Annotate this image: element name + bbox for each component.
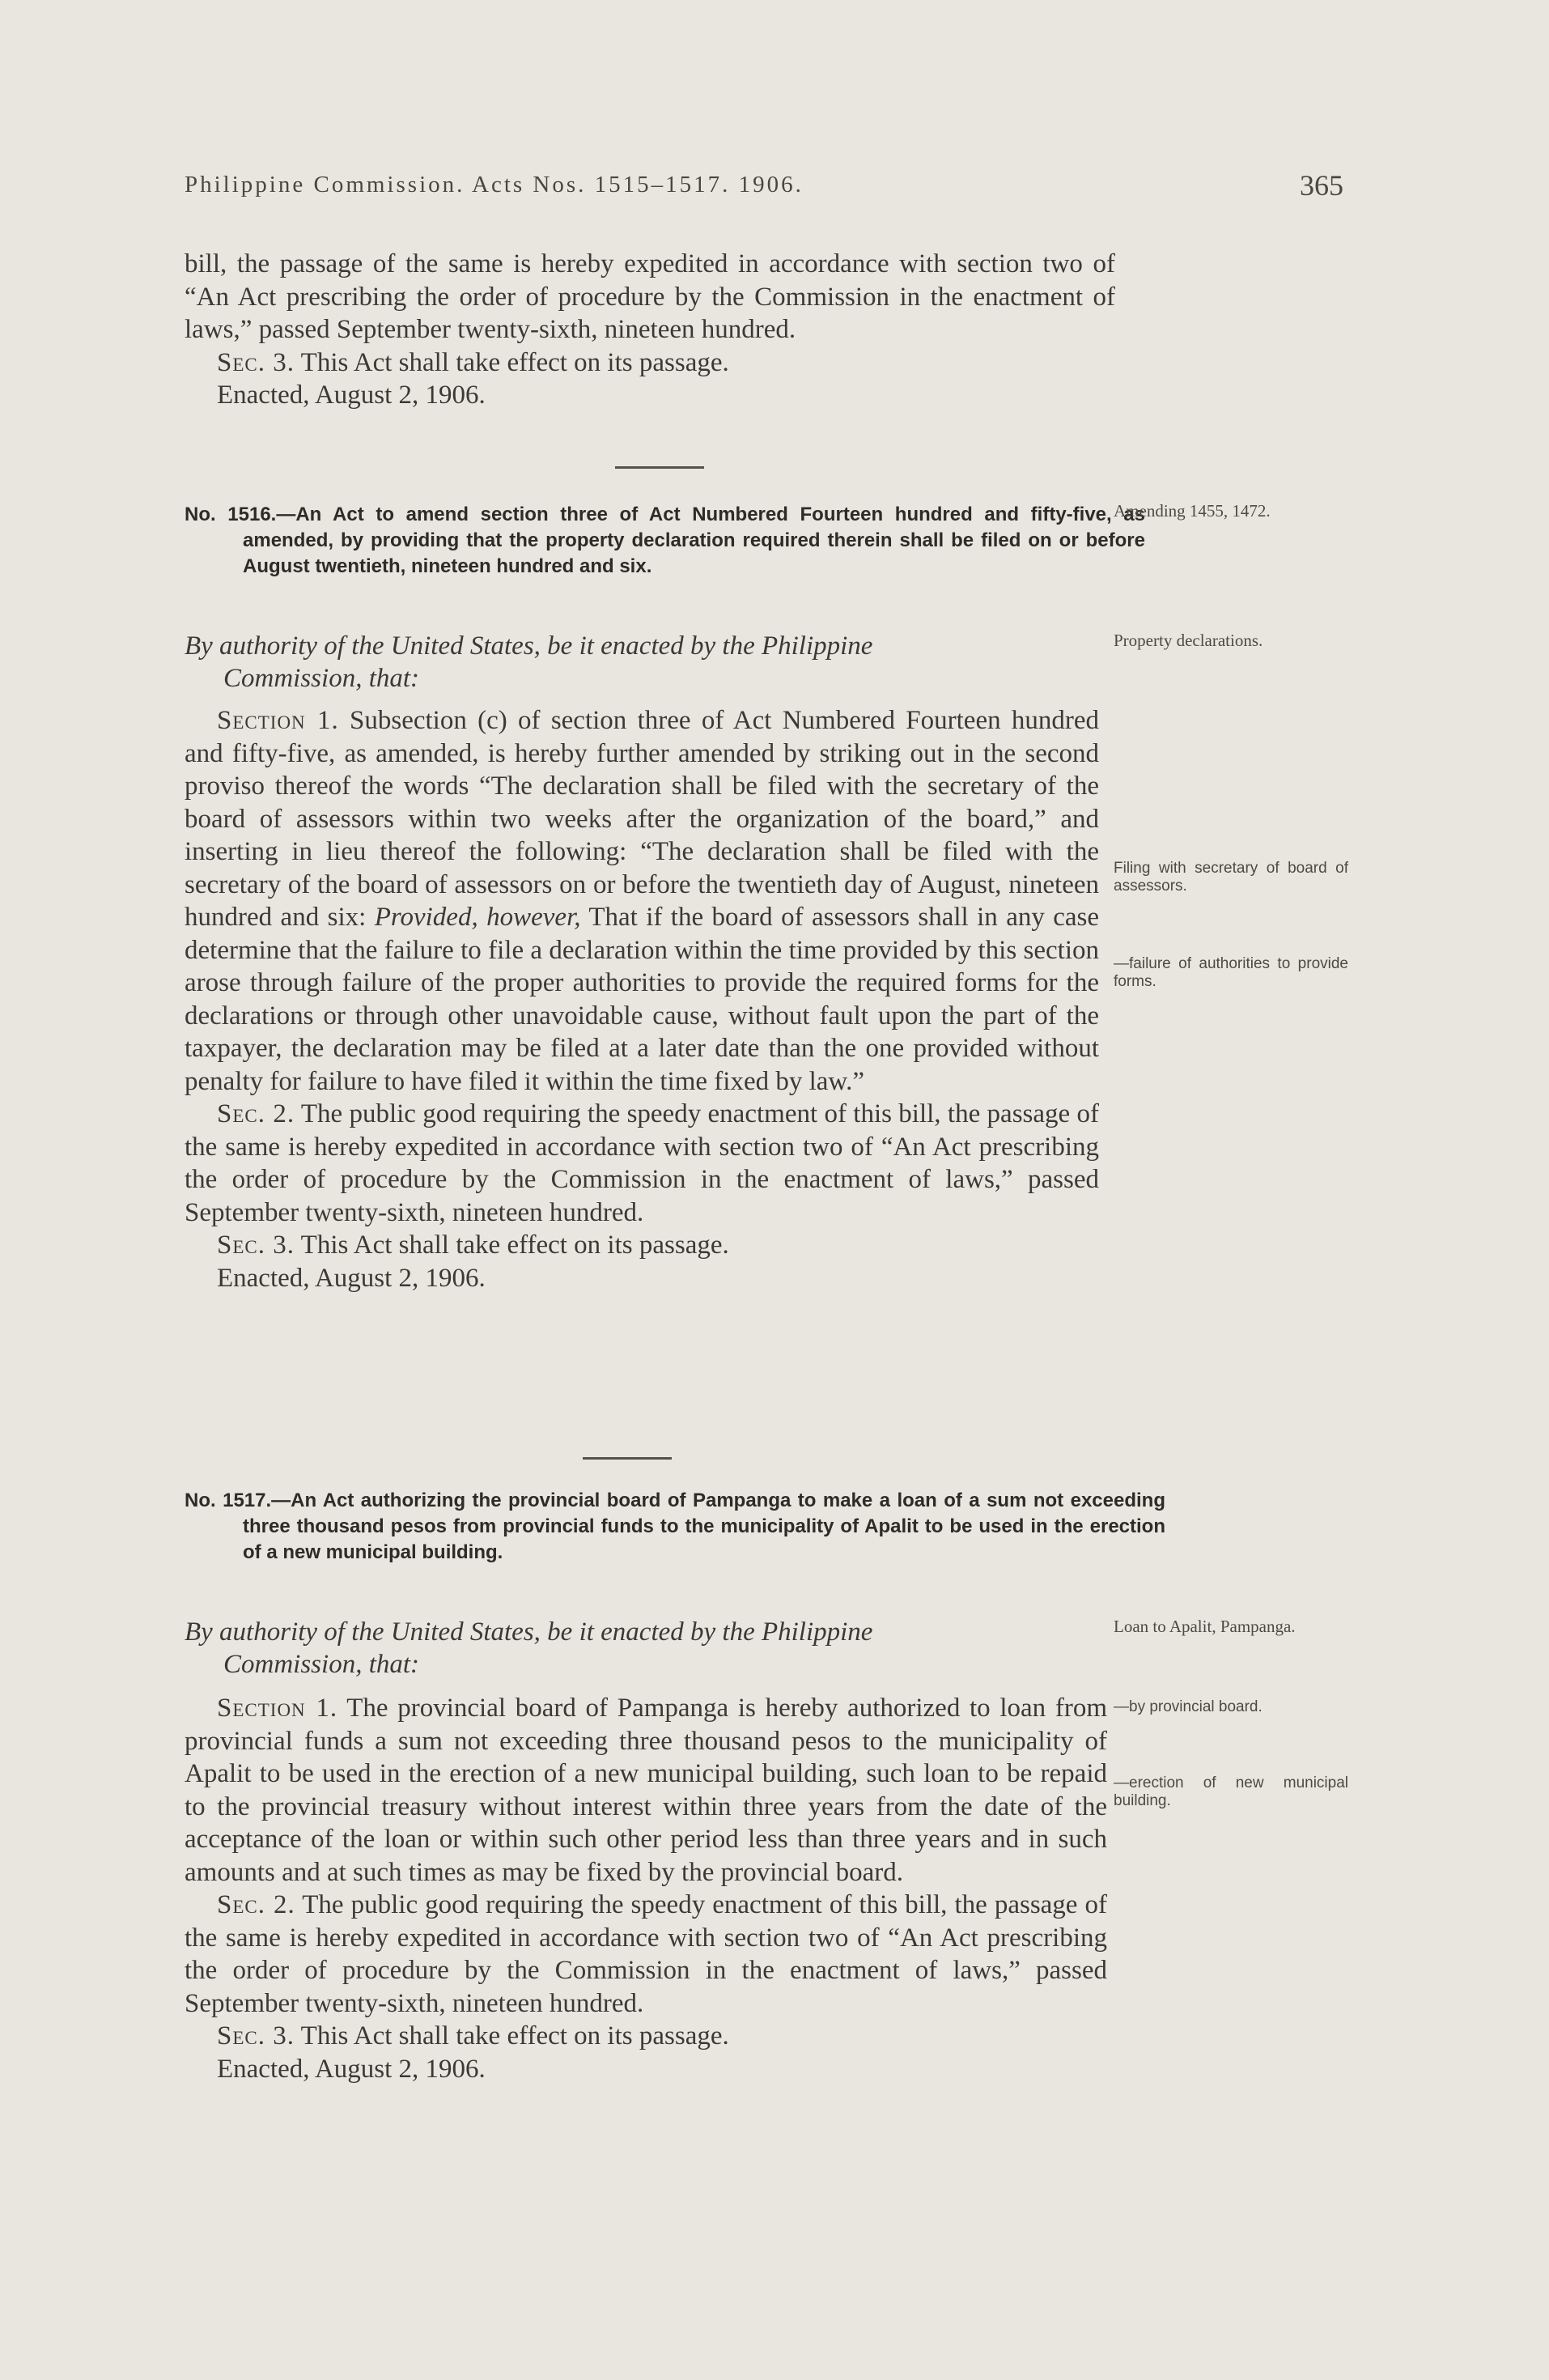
act-1516-section-2: Sec. 2. The public good requiring the speedy enactment of this bill, the passage of the same is hereby expedited in accordance with section two of “An Act prescribing the order of procedure by the Commission in the enactment of laws,” passed September twenty-sixth, nineteen hundred.	[185, 1099, 1099, 1227]
act-1516-section-3: Sec. 3. This Act shall take effect on its passage.	[217, 1230, 729, 1260]
act-1517-title: No. 1517.—An Act authorizing the provincial board of Pampanga to make a loan of a sum not exceeding three thousand pesos from provincial funds to the municipality of Apalit to be used in the erection of a new municipal building.	[185, 1490, 1165, 1563]
page-header	[185, 169, 1343, 204]
act-1516-section-1: Section 1. Subsection (c) of section three of Act Numbered Fourteen hundred and fifty-five, as amended, is hereby further amended by striking out in the second proviso thereof the words “The declaration shall be filed with the secretary of the board of assessors within two weeks after the organization of the board,” and inserting in lieu thereof the following: “The declaration shall be filed with the secretary of the board of assessors on or before the twentieth day of August, nineteen hundred and six: Provided, however, That if the board of assessors shall in any case determine that the failure to file a declaration within the time provided by this section arose through failure of the proper authorities to provide the required forms for the declarations or through other unavoidable cause, without fault upon the part of the taxpayer, the declaration may be filed at a later date than the one provided without penalty for failure to have filed it within the time fixed by law.”	[185, 706, 1100, 1096]
page-number: 365	[1300, 169, 1343, 202]
act-1517-section-3: Sec. 3. This Act shall take effect on its passage.	[217, 2021, 729, 2051]
margin-note-loan: Loan to Apalit, Pampanga.	[1114, 1617, 1296, 1636]
act-1516-enacted: Enacted, August 2, 1906.	[217, 1263, 486, 1293]
act-1517-authority: By authority of the United States, be it enacted by the Philippine Commission, that:	[185, 1617, 873, 1679]
section-divider	[583, 1457, 672, 1460]
act-1517-section-1: Section 1. The provincial board of Pampanga is hereby authorized to loan from provincial funds a sum not exceeding three thousand pesos to the municipality of Apalit to be used in the erection of a new municipal building, such loan to be repaid to the provincial treasury without interest within three years from the date of the acceptance of the loan or within such other period less than three years and in such amounts and at such times as may be fixed by the provincial board.	[185, 1694, 1108, 1887]
margin-note-amending: Amending 1455, 1472.	[1114, 501, 1271, 521]
margin-note-failure: —failure of authorities to provide forms.	[1114, 955, 1348, 990]
margin-note-property: Property declarations.	[1114, 631, 1263, 650]
prev-act-continuation	[185, 248, 1115, 412]
act-1516-body	[185, 704, 1099, 1294]
margin-note-by-board: —by provincial board.	[1114, 1698, 1263, 1715]
act-1517-body	[185, 1692, 1107, 2085]
act-1517-enacted: Enacted, August 2, 1906.	[217, 2054, 486, 2084]
act-1516-authority: By authority of the United States, be it enacted by the Philippine Commission, that:	[185, 631, 873, 693]
section-divider	[615, 466, 704, 469]
margin-note-erection: —erection of new municipal building.	[1114, 1774, 1348, 1809]
act-1516-title: No. 1516.—An Act to amend section three of Act Numbered Fourteen hundred and fifty-five, as amended, by providing that the property declaration required therein shall be filed on or before August twentieth, nineteen hundred and six.	[185, 504, 1146, 577]
margin-note-filing: Filing with secretary of board of assessors.	[1114, 860, 1348, 895]
prev-act-section-3: Sec. 3. This Act shall take effect on its passage.	[217, 347, 729, 377]
act-1517-section-2: Sec. 2. The public good requiring the speedy enactment of this bill, the passage of the same is hereby expedited in accordance with section two of “An Act prescribing the order of procedure by the Commission in the enactment of laws,” passed September twenty-sixth, nineteen hundred.	[185, 1890, 1107, 2018]
prev-act-enacted: Enacted, August 2, 1906.	[217, 380, 486, 410]
prev-act-paragraph: bill, the passage of the same is hereby expedited in accordance with section two of “An Act prescribing the order of procedure by the Commission in the enactment of laws,” passed September twenty-sixth, nineteen hundred.	[185, 249, 1115, 344]
running-head: Philippine Commission. Acts Nos. 1515–1517. 1906.	[185, 172, 804, 198]
